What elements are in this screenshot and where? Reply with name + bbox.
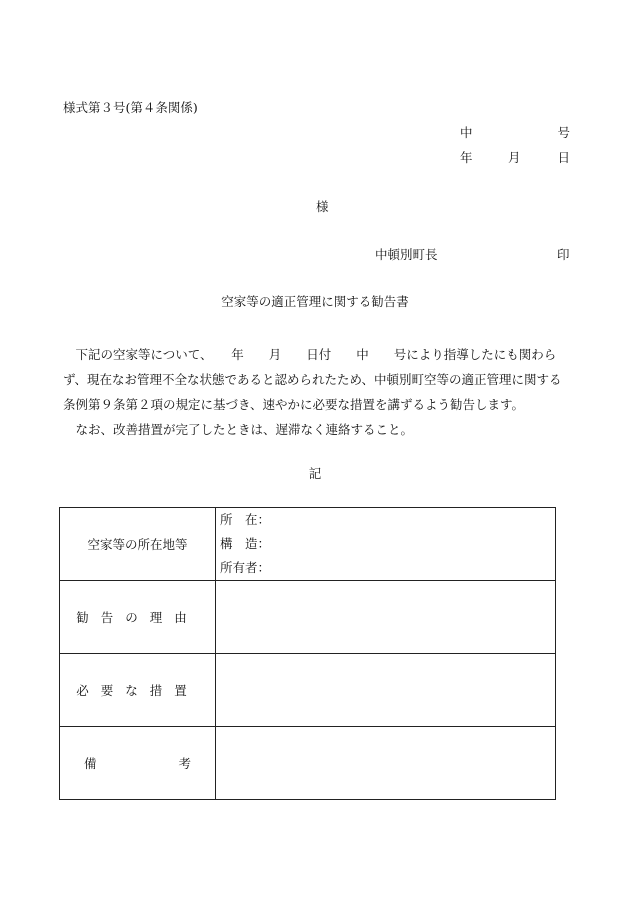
document-number-suffix: 号 — [557, 125, 570, 140]
addressee: 様 — [316, 199, 329, 214]
table-row — [60, 727, 556, 800]
location-label: 空家等の所在地等 — [60, 508, 216, 581]
document-body — [63, 342, 563, 442]
issuer: 中頓別町長 — [375, 247, 438, 262]
reason-label: 勧告の理由 — [76, 610, 199, 625]
ki-heading: 記 — [308, 466, 322, 481]
date-year: 年 — [460, 150, 473, 165]
location-item: 所 在： — [220, 512, 271, 527]
reason-value — [216, 581, 556, 654]
remarks-value — [216, 727, 556, 800]
date-month: 月 — [508, 150, 521, 165]
body-paragraph-2: なお、改善措置が完了したときは、遅滞なく連絡すること。 — [63, 422, 414, 437]
table-row — [60, 581, 556, 654]
measures-value — [216, 654, 556, 727]
form-label: 様式第３号(第４条関係) — [63, 100, 198, 115]
measures-label: 必要な措置 — [76, 683, 199, 698]
remarks-label: 備 考 — [84, 756, 191, 771]
location-value — [216, 508, 556, 581]
info-table — [59, 507, 556, 800]
body-paragraph-1: 下記の空家等について、 年 月 日付 中 号により指導したにも関わらず、現在なお管理不全な状態であると認められたため、中頓別町空等の適正管理に関する条例第９条第２項の規定に基づき、速やかに必要な措置を講ずるよう勧告します。 — [63, 347, 562, 412]
seal-mark: 印 — [557, 247, 570, 262]
document-title: 空家等の適正管理に関する勧告書 — [221, 294, 409, 309]
table-row — [60, 654, 556, 727]
document-number-prefix: 中 — [460, 125, 473, 140]
table-row — [60, 508, 556, 581]
date-day: 日 — [557, 150, 570, 165]
owner-item: 所有者： — [220, 560, 271, 575]
structure-item: 構 造： — [220, 536, 271, 551]
